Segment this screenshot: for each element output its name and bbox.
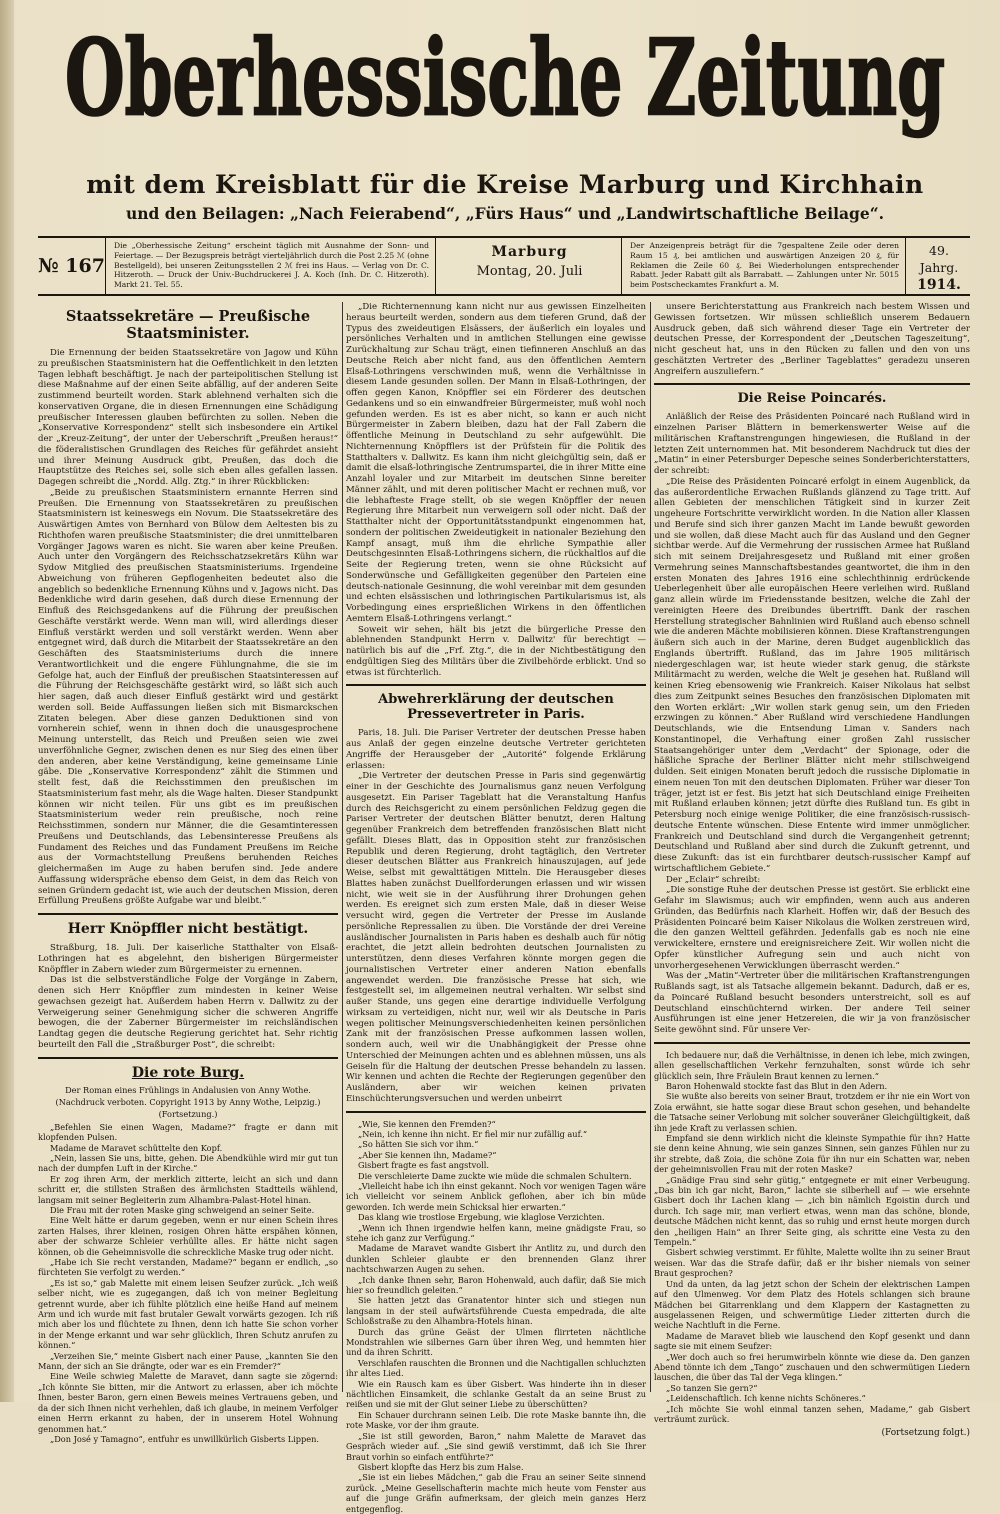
- advertising-notice: Der Anzeigenpreis beträgt für die 7gespaltene Zeile oder deren Raum 15 ₰, bei amtlichen und auswärtigen Anzeigen 20 ₰, für Reklamen die Zeile 60 ₰. Bei Wiederholungen entsprechender Rabatt. Jeder Rabatt gilt als Barrabatt. — Zahlungen unter Nr. 5015 beim Postscheckamtes Frankfurt a. M.: [624, 238, 906, 294]
- article-4-paragraph: Anläßlich der Reise des Präsidenten Poincaré nach Rußland wird in einzelnen Pariser Blättern in bemerkenswerter Weise auf die militärischen Kraftanstrengungen hingewiesen, die Rußland in der letzten Zeit unternommen hat. Mit besonderem Nachdruck tut dies der „Matin“ in einer Petersburger Depesche seines Sonderberichterstatters, der schreibt:: [654, 412, 970, 476]
- article-4-paragraph: „Die Reise des Präsidenten Poincaré erfolgt in einem Augenblick, da das außerordentliche Erwachen Rußlands glänzend zu Tage tritt. Auf allen Gebieten der menschlichen Tätigkeit sind in kurzer Zeit ungeheure Fortschritte verwirklicht worden. In die Nation aller Klassen und Berufe sind sich ihrer ganzen Macht im Lande bewußt geworden und sie wollen, daß diese Macht auch für das Ausland und den Gegner sichtbar werde. Auf die Vermehrung der russischen Armee hat Rußland sich mit seinem Dreijahresgesetz und Rußland mit einer großen Vermehrung seines Mannschaftsbestandes geantwortet, die ihm in den ersten Monaten des Jahres 1916 eine schlechthinnig erdrückende Ueberlegenheit über alle europäischen Heere verleihen wird. Rußland ganz allein würde im Friedensstande besitzen, welche die Zahl der vereinigten Heere des Dreibundes übertrifft. Dank der raschen Herstellung strategischer Bahnlinien wird Rußland auch ebenso schnell wie die anderen Mächte mobilisieren können. Diese Kraftanstrengungen äußern sich auch in der Marine, deren Budget augenblicklich das Englands übertrifft. Rußland, das im Jahre 1905 militärisch niedergeschlagen war, ist heute wieder stark genug, die stärkste Militärmacht zu werden, welche die Welt je gesehen hat. Rußland will keinen Krieg ebensowenig wie Frankreich. Kaiser Nikolaus hat selbst dies zum Zeitpunkt seines Besuches den französischen Diplomaten mit den Worten erklärt: „Wir wollen stark genug sein, um den Frieden erzwingen zu können.“ Aber Rußland wird verschiedene Handlungen Deutschlands, wie die Entsendung Liman v. Sanders nach Konstantinopel, die Verhaftung einer großen Zahl russischer Staatsangehöriger unter dem „Verdacht“ der Spionage, oder die häßliche Sprache der Berliner Blätter nicht mehr stillschweigend dulden. Seit einigen Monaten beruft jedoch die russische Diplomatie in einem neuen Ton mit den deutschen Diplomaten. Früher war dieser Ton träger, jetzt ist er fest. Bis jetzt hat sich Deutschland einige Freiheiten mit Rußland erlauben können; jetzt dürfte dies Rußland tun. Es gibt in Petersburg noch einige wenige Politiker, die eine französisch-russisch-deutsche Entente wünschen. Diese Entente wird immer unmöglicher. Frankreich und Deutschland sind durch die Vergangenheit getrennt; Deutschland und Rußland aber sind durch die Zukunft getrennt, und diese Zukunft: das ist ein furchtbarer deutsch-russischer Kampf auf wirtschaftlichem Gebiete.“: [654, 476, 970, 874]
- masthead: [40, 16, 970, 139]
- serial-paragraph: Er zog ihren Arm, der merklich zitterte, leicht an sich und dann schritt er, die stillsten Straßen des ärmlichsten Stadtteils wählend, langsam mit seiner Begleiterin zum Alhambra-Palast-Hotel hinan.: [38, 1173, 338, 1205]
- article-2-paragraph: Straßburg, 18. Juli. Der kaiserliche Statthalter von Elsaß-Lothringen hat es abgelehnt, den bisherigen Bürgermeister Knöpffler in Zabern wieder zum Bürgermeister zu ernennen.: [38, 943, 338, 975]
- column-2: [346, 302, 646, 1514]
- serial-paragraph: Madame de Maravet schüttelte den Kopf.: [50, 1142, 223, 1153]
- article-4-paragraph: Der „Eclair“ schreibt:: [666, 874, 761, 885]
- column-rule: [650, 302, 651, 1392]
- article-2-continuation: „Die Richternennung kann nicht nur aus gewissen Einzelheiten heraus beurteilt werden, sondern aus dem tieferen Grund, daß der Typus des zweideutigen Elsässers, der äußerlich ein loyales und persönliches Verhalten und in amtlichen Stellungen eine gewisse Zurückhaltung zur Schau trägt, einen tiefinneren Anschluß an das Deutsche Reich aber nicht fand, aus den öffentlichen Aemtern Elsaß-Lothringens verschwinden muß, wenn die Verhältnisse in diesem Lande gesunden sollen. Der Mann in Elsaß-Lothringen, der offen gegen Kanon, Knöpffler sei ein Förderer des deutschen Gedankens und so ein einwandfreier Bürgermeister, muß wohl noch gefunden werden. Es ist es aber nicht, so kann er auch nicht Bürgermeister in Zabern bleiben, dazu hat der Fall Zabern die öffentliche Meinung in Deutschland zu sehr aufgewühlt. Die Nichternennung Knöpfflers ist der Prüfstein für die Politik des Statthalters v. Dallwitz. Es kann ihm nicht gleichgültig sein, daß er damit die elsaß-lothringische Zentrumspartei, die in ihrer Mitte eine Anzahl loyaler und zur Mitarbeit im deutschen Sinne bereiter Männer zählt, und mit deren politischer Macht er rechnen muß, vor die lebhafteste Frage stellt, ob sie wegen Knöpffler der neuen Regierung ihre Mitarbeit nun verweigern soll oder nicht. Daß der Statthalter nicht der Opportunitätsstandpunkt eingenommen hat, sondern der politischen Zweideutigkeit in nationaler Beziehung den Kampf ansagt, muß ihm die ehrliche Sympathie aller Deutschgesinnten Elsaß-Lothringens sichern, die rückhaltlos auf die Seite der Regierung treten, wenn sie ohne Rücksicht auf Sonderwünsche und Gefälligkeiten gegenüber den Parteien eine deutsch-nationale Gesinnung, die wohl vereinbar mit dem gesunden und echten elsässischen und lothringischen Partikularismus ist, als Vorbedingung eines ersprießlichen Wirkens in den öffentlichen Aemtern Elsaß-Lothringens verlangt.“: [346, 302, 646, 624]
- serial-paragraph: Ich bedauere nur, daß die Verhältnisse, in denen ich lebe, mich zwingen, allen gesellschaftlichen Verkehr fernzuhalten, sonst würde ich sehr glücklich sein, Ihre Fräulein Braut kennen zu lernen.“: [654, 1049, 970, 1081]
- article-3-continuation: unsere Berichterstattung aus Frankreich nach bestem Wissen und Gewissen fortsetzen. Wir müssen schließlich unserem Bedauern Ausdruck geben, daß sich während dieser Tage ein Vertreter der deutschen Presse, der Korrespondent der „Deutschen Tageszeitung“, nicht gescheut hat, uns in den Rücken zu fallen und den von uns geschätzten Vertreter des „Berliner Tageblattes“ geradezu unseren Angreifern auszuliefern.“: [654, 302, 970, 377]
- article-2-continuation: Soweit wir sehen, hält bis jetzt die bürgerliche Presse den ablehnenden Standpunkt Herrn v. Dallwitz' für berechtigt — natürlich bis auf die „Frf. Ztg.“, die in der Nichtbestätigung den endgültigen Sieg des Militärs über die Zivilbehörde erblickt. Und so etwas ist fürchterlich.: [346, 624, 646, 678]
- serial-paragraph: „So hätten Sie sich vor ihm.“: [358, 1139, 479, 1150]
- column-3: [654, 302, 970, 1439]
- volume: 49. Jahrg.: [919, 243, 959, 275]
- masthead-subtitle: mit dem Kreisblatt für die Kreise Marburg und Kirchhain: [86, 170, 924, 199]
- serial-paragraph: Empfand sie denn wirklich nicht die kleinste Sympathie für ihn? Hatte sie denn keine Ahnung, wie sein ganzes Sinnen, sein ganzes Fühlen nur zu ihr strebte, daß Zoia, die schöne Zoia für ihn nur ein Schatten war, neben der geheimnisvollen Frau mit der roten Maske?: [654, 1133, 970, 1175]
- serial-paragraph: Gisbert klopfte das Herz bis zum Halse.: [358, 1461, 524, 1472]
- serial-copyright: (Nachdruck verboten. Copyright 1913 by Anny Wothe, Leipzig.): [55, 1096, 321, 1107]
- serial-paragraph: „Es ist so,“ gab Malette mit einem leisen Seufzer zurück. „Ich weiß selber nicht, wie es zugegangen, daß ich von meiner Begleitung getrennt wurde, aber ich fühlte plötzlich eine heiße Hand auf meinem Arm und ich wurde mit fast brutaler Gewalt vorwärts gezogen. Ich riß mich aber los und flüchtete zu Ihnen, denn ich hatte Sie schon vorher in der Menge erkannt und war sehr glücklich, Ihren Schutz anrufen zu können.“: [38, 1277, 338, 1351]
- serial-paragraph: „Ich danke Ihnen sehr, Baron Hohenwald, auch dafür, daß Sie mich hier so freundlich geleiten.“: [346, 1274, 646, 1295]
- serial-paragraph: Eine Weile schwieg Malette de Maravet, dann sagte sie zögernd: „Ich könnte Sie bitten, mir die Antwort zu erlassen, aber ich möchte Ihnen, bester Baron, gern einen Beweis meines Vertrauens geben, und da der sich Ihnen nicht verhehlen, daß ich glaube, in meinem Verfolger einen Herrn erkannt zu haben, der in unserem Hotel Wohnung genommen hat.“: [38, 1371, 338, 1434]
- serial-paragraph: „Sie ist ein liebes Mädchen,“ gab die Frau an seiner Seite sinnend zurück. „Meine Gesellschafterin machte mich heute vom Fenster aus auf die junge Gräfin aufmerksam, der gleich mein ganzes Herz entgegenflog.: [346, 1472, 646, 1514]
- serial-paragraph: Gisbert schwieg verstimmt. Er fühlte, Malette wollte ihn zu seiner Braut weisen. War das die Strafe dafür, daß er ihr bisher niemals von seiner Braut gesprochen?: [654, 1247, 970, 1279]
- section-rule: [38, 1057, 338, 1059]
- masthead-supplements: und den Beilagen: „Nach Feierabend“, „Fürs Haus“ und „Landwirtschaftliche Beilage“.: [125, 204, 885, 223]
- serial-paragraph: „Nein, lassen Sie uns, bitte, gehen. Die Abendkühle wird mir gut tun nach der dumpfen Luft in der Kirche.“: [38, 1152, 338, 1174]
- serial-paragraph: Durch das grüne Geäst der Ulmen flirrteten nächtliche Mondstrahlen wie silbernes Garn über ihren Weg, und hemmten hier und da ihren Schritt.: [346, 1326, 646, 1358]
- serial-paragraph: „Sie ist still geworden, Baron,“ nahm Malette de Maravet das Gespräch wieder auf. „Sie sind gewiß verstimmt, daß ich Sie Ihrer Braut vorhin so einfach entführte?“: [346, 1430, 646, 1462]
- article-4-paragraph: Was der „Matin“-Vertreter über die militärischen Kraftanstrengungen Rußlands sagt, ist als Tatsache allgemein bekannt. Dadurch, daß er es, da Poincaré Rußland besucht besonders unterstreicht, soll es auf Deutschland einschüchternd wirken. Der andere Teil seiner Ausführungen ist eine jener Hetzereien, die wir ja von französischer Seite gewöhnt sind. Für unsere Ver-: [654, 971, 970, 1035]
- serial-continued: (Fortsetzung.): [158, 1109, 218, 1120]
- article-2-paragraph: Das ist die selbstverständliche Folge der Vorgänge in Zabern, denen sich Herr Knöpffler zum mindesten in keiner Weise gewachsen gezeigt hat. Außerdem haben Herrn v. Dallwitz zu der Verweigerung seiner Genehmigung sicher die schweren Angriffe bewogen, die der Zaberner Bürgermeister im reichsländischen Landtag gegen die deutsche Regierung gerichtet hat. Sehr richtig beurteilt den Fall die „Straßburger Post“, die schreibt:: [38, 975, 338, 1050]
- article-2-headline: Herr Knöpffler nicht bestätigt.: [67, 921, 309, 937]
- svg-text:Oberhessische Zeitung: Oberhessische Zeitung: [65, 16, 945, 139]
- columns: [38, 302, 970, 1514]
- column-1: [38, 302, 338, 1444]
- serial-paragraph: Madame de Maravet blieb wie lauschend den Kopf gesenkt und dann sagte sie mit einem Seufzer:: [654, 1330, 970, 1352]
- serial-to-be-continued: (Fortsetzung folgt.): [881, 1428, 970, 1439]
- issue-number: № 167: [38, 238, 106, 294]
- masthead-title: [40, 16, 970, 139]
- article-4-headline: Die Reise Poincarés.: [737, 391, 887, 407]
- volume-year: [908, 238, 970, 294]
- article-3-headline: Abwehrerklärung der deutschen Pressevertreter in Paris.: [378, 692, 614, 723]
- serial-paragraph: Sie hatten jetzt das Granatentor hinter sich und stiegen nun langsam in der steil aufwärtsführende Cuesta empedrada, die alte Schloßstraße zu den Alhambra-Hotels hinan.: [346, 1295, 646, 1327]
- serial-paragraph: „Don José y Tamagno“, entfuhr es unwillkürlich Gisberts Lippen.: [50, 1433, 320, 1444]
- article-1-headline: Staatssekretäre — Preußische Staatsminister.: [65, 308, 311, 342]
- issue-info-bar: [38, 236, 970, 296]
- section-rule: [38, 913, 338, 915]
- subscription-notice: Die „Oberhessische Zeitung“ erscheint täglich mit Ausnahme der Sonn- und Feiertage. — Der Bezugspreis beträgt vierteljährlich durch die Post 2.25 ℳ (ohne Bestellgeld), bei unseren Zeitungsstellen 2 ℳ frei ins Haus. — Verlag von Dr. C. Hitzeroth. — Druck der Univ.-Buchdruckerei J. A. Koch (Inh. Dr. C. Hitzeroth). Markt 21. Tel. 55.: [108, 238, 436, 294]
- serial-paragraph: Baron Hohenwald stockte fast das Blut in den Adern.: [666, 1080, 888, 1091]
- section-rule: [654, 1042, 970, 1044]
- serial-paragraph: Ein Schauer durchrann seinen Leib. Die rote Maske bannte ihn, die rote Maske, vor der ihm graute.: [346, 1409, 646, 1431]
- serial-paragraph: „Vielleicht habe ich ihn einst gekannt. Noch vor wenigen Tagen wäre ich vielleicht vor seinem Anblick geflohen, aber ich bin müde geworden. Ich werde mein Schicksal hier erwarten.“: [346, 1180, 646, 1212]
- article-3-paragraph: „Die Vertreter der deutschen Presse in Paris sind gegenwärtig einer in der Geschichte des Journalismus ganz neuen Verfolgung ausgesetzt. Ein Pariser Tageblatt hat die Veranstaltung Hanfus durch des Reichsgericht zu einem persönlichen Feldzug gegen die Pariser Vertreter der deutschen Blätter benutzt, deren Haltung gegenüber Frankreich dem betreffenden französischen Blatt nicht gefällt. Dieses Blatt, das in Opposition steht zur französischen Republik und deren Regierung, droht tagtäglich, den Vertreter dieser deutschen Blätter aus Frankreich hinauszujagen, auf jede Weise, selbst mit gewalttätigen Mitteln. Die Herausgeber dieses Blattes haben zunächst Duellforderungen erlassen und wir wissen nicht, wie weit sie in der Ausführung ihrer Drohungen gehen werden. Es ereignet sich zum ersten Male, daß in dieser Weise versucht wird, gegen die Vertreter der Presse im Auslande persönliche Repressalien zu üben. Die Vorstände der drei Vereine ausländischer Journalisten in Paris haben es deshalb auch für nötig erachtet, die jetzt allein bedrohten deutschen Journalisten zu unterstützen, denn dieses Verfahren könnte morgen gegen die journalistischen Vertreter einer anderen Nation ebenfalls angewendet werden. Die französische Presse hat sich, wie festgestellt sei, im allgemeinen neutral verhalten. Wir selbst sind außer Stande, uns gegen eine derartige individuelle Verfolgung wirksam zu verteidigen, nicht nur, weil wir als Deutsche in Paris wegen politischer Meinungsverschiedenheiten keinen persönlichen Zank mit der französischen Presse aufkommen lassen wollen, sondern auch, weil wir die Unabhängigkeit der Presse ohne Unterschied der Meinungen achten und es ablehnen müssen, uns als Geiseln für die Haltung der deutschen Presse behandeln zu lassen. Wir kennen und achten die Rechte der Regierungen gegenüber den Ausländern, aber wir weichen keinen privaten Einschüchterungsversuchen und werden unbeirrt: [346, 771, 646, 1104]
- article-1-paragraph: Die Ernennung der beiden Staatssekretäre von Jagow und Kühn zu preußischen Staatsministern hat die Oeffentlichkeit in den letzten Tagen lebhaft beschäftigt. Je nach der parteipolitischen Stellung ist diese Maßnahme auf der einen Seite abfällig, auf der anderen Seite zustimmend beurteilt worden. Stark ablehnend verhalten sich die konservativen Organe, die in diesen Ernennungen eine Schädigung preußischer Interessen glauben befürchten zu sollen. Neben die „Konservative Korrespondenz“ stellt sich insbesondere ein Artikel der „Kreuz-Zeitung“, der unter der Ueberschrift „Preußen heraus!“ die föderalistischen Grundlagen des Reiches für gefährdet ansieht und ihrer Meinung Ausdruck gibt, Preußen, das doch die Hauptstütze des Reiches sei, solle sich eben alles gefallen lassen. Dagegen schreibt die „Nordd. Allg. Ztg.“ in ihrer Rückblicken:: [38, 348, 338, 487]
- serial-paragraph: „Wer doch auch so frei herumwirbeln könnte wie diese da. Den ganzen Abend tönnte ich dem „Tango“ zuschauen und den schwermütigen Liedern lauschen, die über das Tal der Vega klingen.“: [654, 1351, 970, 1383]
- dateline-date: Montag, 20. Juli: [476, 264, 583, 279]
- article-4-paragraph: „Die sonstige Ruhe der deutschen Presse ist gestört. Sie erblickt eine Gefahr im Slawismus; auch wir empfinden, wenn auch aus anderen Gründen, das Bedürfnis nach Klarheit. Hoffen wir, daß der Besuch des Präsidenten Poincaré beim Kaiser Nikolaus die Wolken zerstreuen wird, die den ganzen Weltteil gefährden. Jedenfalls gab es noch nie eine verwickeltere, ernstere und ereignisreichere Zeit. Wir wollen nicht die Opfer künstlicher Aufregung sein und auch nicht von unvorhergesehenen Verwicklungen überrascht werden.“: [654, 885, 970, 971]
- serial-paragraph: „Leidenschaftlich. Ich kenne nichts Schöneres.“: [666, 1393, 866, 1404]
- article-3-paragraph: Paris, 18. Juli. Die Pariser Vertreter der deutschen Presse haben aus Anlaß der gegen einzelne deutsche Vertreter gerichteten Angriffe der Herausgeber der „Autorité“ folgende Erklärung erlassen:: [346, 728, 646, 771]
- serial-paragraph: „Aber Sie kennen ihn, Madame?“: [358, 1149, 497, 1160]
- serial-paragraph: Eine Welt hätte er darum gegeben, wenn er nur einen Schein ihres zarten Halses, ihrer kleinen, rosigen Ohren hätte erspähen können, aber der schwarze Schleier verhüllte alles. Er hätte nicht sagen können, ob die Geheimnisvolle die schreckliche Maske trug oder nicht.: [38, 1215, 338, 1257]
- serial-paragraph: „Wenn ich Ihnen irgendwie helfen kann, meine gnädigste Frau, so stehe ich ganz zur Verfügung.“: [346, 1222, 646, 1243]
- serial-paragraph: „Ich möchte Sie wohl einmal tanzen sehen, Madame,“ gab Gisbert verträumt zurück.: [654, 1403, 970, 1424]
- serial-paragraph: Gisbert fragte es fast angstvoll.: [358, 1160, 489, 1171]
- serial-byline: Der Roman eines Frühlings in Andalusien von Anny Wothe.: [65, 1084, 311, 1095]
- serial-title: Die rote Burg.: [131, 1064, 245, 1081]
- serial-paragraph: Wie ein Rausch kam es über Gisbert. Was hinderte ihn in dieser nächtlichen Einsamkeit, die schlanke Gestalt da an seine Brust zu reißen und sie mit der Glut seiner Liebe zu überschütten?: [346, 1378, 646, 1410]
- year: 1914.: [917, 277, 961, 293]
- serial-paragraph: Und da unten, da lag jetzt schon der Schein der elektrischen Lampen auf den Ulmenweg. Vor dem Platz des Hotels schlangen sich braune Mädchen bei Gitarrenklang und dem Klappern der Kastagnetten zu ausgelassenen Reigen, und schwermütige Lieder zitterten durch die weiche Nachtluft in die Ferne.: [654, 1278, 970, 1331]
- column-rule: [342, 302, 343, 1392]
- serial-paragraph: „Habe ich Sie recht verstanden, Madame?“ begann er endlich, „so fürchteten Sie verfolgt zu werden.“: [38, 1257, 338, 1278]
- serial-paragraph: „Wie, Sie kennen den Fremden?“: [358, 1118, 496, 1129]
- article-1-paragraph: „Beide zu preußischen Staatsministern ernannte Herren sind Preußen. Die Ernennung von Staatssekretären zu preußischen Staatsministern ist keineswegs ein Novum. Die Staatssekretäre des Auswärtigen Amtes von Bernhard von Bülow dem Aeltesten bis zu Richthofen waren preußische Staatsminister; die drei unmittelbaren Vorgänger Jagows waren es nicht. Sie waren aber keine Preußen. Auch unter den Vorgängern des Reichsschatzsekretärs Kühn war Sydow Mitglied des preußischen Staatsministeriums. Irgendeine Abweichung von früheren Gepflogenheiten bedeutet also die angeblich so bedenkliche Ernennung Kühns und v. Jagows nicht. Das Bedenkliche wird darin gesehen, daß durch diese Ernennung der Einfluß des Reichsgedankens auf die Führung der preußischen Geschäfte verstärkt werde. Wenn man will, wird allerdings dieser Einfluß verstärkt werden und soll verstärkt werden. Wenn aber entgegnet wird, daß durch die Mitarbeit der Staatssekretäre an den Geschäften des Staatsministeriums durch die innere Verantwortlichkeit und die engere Fühlungnahme, die sie im Gefolge hat, auch der Einfluß der preußischen Staatsinteressen auf die Führung der Reichsgeschäfte gestärkt wird, so läßt sich auch hier sagen, daß auch dieser Einfluß gestärkt wird und gestärkt werden soll. Beide Auffassungen ließen sich mit Bismarckschen Zitaten belegen. Aber diese ganzen Deduktionen sind von vornherein schief, wenn in ihnen doch die unausgesprochene Meinung unterstellt, das Reich und Preußen seien wie zwei unverföhnliche Gegner, zwischen denen es nur Sieg des einen über den anderen, aber keine Verständigung, keine gemeinsame Linie gäbe. Die „Konservative Korrespondenz“ zählt die Stimmen und stellt fest, daß die Reichsstimmen den preußischen im Staatsministerium fast mehr, als die Wage halten. Dieser Standpunkt können wir nicht teilen. Für uns gibt es im preußischen Staatsministerium weder rein preußische, noch reine Reichsstimmen, sondern nur Männer, die die Gesamtinteressen Preußens und Deutschlands, das Lebensinteresse Preußens als Fundament des Reiches und das Fundament Preußens im Reiche aus der Vormachtstellung Preußens beruhenden Reiches gleichermaßen im Auge zu haben berufen sind. Jede andere Auffassung widerspräche ebenso dem Geist, in dem das Reich von seinen Gründern gedacht ist, wie auch der deutschen Mission, deren Erfüllung Preußens größte Aufgabe war und bleibt.“: [38, 487, 338, 907]
- serial-paragraph: „Befehlen Sie einen Wagen, Madame?“ fragte er dann mit klopfenden Pulsen.: [38, 1121, 338, 1143]
- serial-paragraph: Die verschleierte Dame zuckte wie müde die schmalen Schultern.: [358, 1170, 632, 1181]
- serial-paragraph: „Nein, ich kenne ihn nicht. Er fiel mir nur zufällig auf.“: [358, 1128, 588, 1139]
- serial-paragraph: Die Frau mit der roten Maske ging schweigend an seiner Seite.: [50, 1204, 315, 1215]
- dateline: [438, 238, 622, 294]
- serial-paragraph: Verschlafen rauschten die Bronnen und die Nachtigallen schluchzten ihr altes Lied.: [346, 1357, 646, 1379]
- serial-paragraph: „Gnädige Frau sind sehr gütig,“ entgegnete er mit einer Verbeugung. „Das bin ich gar nicht, Baron,“ lachte sie silberhell auf — wie ersehnte Gisbert doch ihr Lachen klang — „ich bin nämlich Egoistin durch und durch. Ich sage mir, man verliert etwas, wenn man das schöne, blonde, deutsche Mädchen nicht kennt, das so ruhig und ernst heute morgen durch den „heiligen Hain“ an Ihrer Seite ging, als schritte eine Vesta zu den Tempeln.“: [654, 1174, 970, 1248]
- serial-paragraph: Sie wußte also bereits von seiner Braut, trotzdem er ihr nie ein Wort von Zoia erwähnt, sie hatte sogar diese Braut schon gesehen, und behandelte die Tatsache seiner Verlobung mit solcher souveräner Gleichgültigkeit, daß ihn jede Kraft zu verlassen schien.: [654, 1091, 970, 1133]
- section-rule: [346, 1111, 646, 1113]
- section-rule: [654, 383, 970, 385]
- dateline-city: Marburg: [491, 244, 568, 260]
- section-rule: [346, 684, 646, 686]
- serial-paragraph: Das klang wie trostlose Ergebung, wie klaglose Verzichten.: [358, 1212, 605, 1223]
- serial-paragraph: „So tanzen Sie gern?“: [666, 1382, 758, 1393]
- serial-paragraph: Madame de Maravet wandte Gisbert ihr Antlitz zu, und durch den dunklen Schleier glaubte er den brennenden Glanz ihrer nachtschwarzen Augen zu sehen.: [346, 1243, 646, 1275]
- serial-paragraph: „Verzeihen Sie,“ meinte Gisbert nach einer Pause, „kannten Sie den Mann, der sich an Sie drängte, oder war es ein Fremder?“: [38, 1350, 338, 1372]
- paper-edge: [0, 0, 14, 1402]
